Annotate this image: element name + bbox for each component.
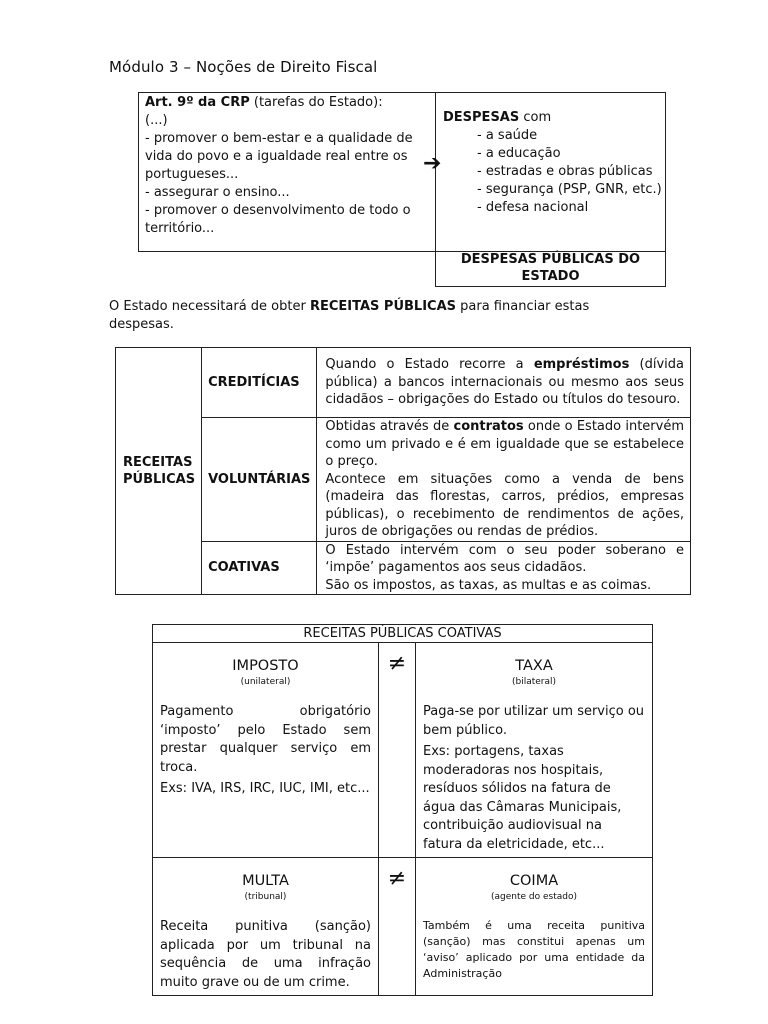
receitas-header: RECEITAS PÚBLICAS (116, 348, 202, 595)
despesas-publicas-label: DESPESAS PÚBLICAS DO ESTADO (435, 251, 666, 287)
table-row (116, 418, 691, 542)
page-title: Módulo 3 – Noções de Direito Fiscal (109, 58, 378, 76)
receitas-kind-coativas: COATIVAS (202, 541, 317, 595)
imposto-cell (153, 643, 379, 858)
taxa-text: Paga-se por utilizar um serviço ou bem público. (423, 704, 645, 738)
receitas-table (115, 347, 691, 595)
arrow-right-icon: ➔ (423, 151, 442, 176)
multa-text: Receita punitiva (sanção) aplicada por um tribunal na sequência de uma infração muito grave ou de um crime. (160, 919, 371, 990)
taxa-name: TAXA (515, 658, 553, 674)
despesas-item-0: - a saúde (477, 128, 538, 143)
art9-line-0: (...) (145, 113, 168, 128)
art9-panel (139, 93, 436, 251)
coima-sub: (agente do estado) (491, 892, 577, 902)
imposto-name: IMPOSTO (232, 658, 299, 674)
table-row (153, 858, 653, 996)
table-row (153, 625, 653, 643)
art9-heading-rest: (tarefas do Estado): (249, 95, 383, 110)
receitas-desc-voluntarias: Obtidas através de contratos onde o Estado intervém como um privado e é em igualdade que se estabelece o preço. Acontece em situações como a venda de bens (madeira das florestas, carros, prédios, empresas públicas), o recebimento de rendimentos de ações, juros de obrigações ou rendas de prédios. (317, 418, 691, 542)
imposto-examples: Exs: IVA, IRS, IRC, IUC, IMI, etc... (160, 781, 370, 796)
neq-cell (379, 643, 416, 858)
multa-sub: (tribunal) (244, 892, 287, 902)
art9-line-1: - promover o bem-estar e a qualidade de vida do povo e a igualdade real entre os portugueses... (145, 131, 413, 182)
coativas-header: RECEITAS PÚBLICAS COATIVAS (153, 625, 653, 643)
not-equal-icon: ≠ (387, 651, 407, 676)
multa-name: MULTA (242, 873, 289, 889)
coima-text: Também é uma receita punitiva (sanção) mas constitui apenas um ‘aviso’ aplicado por uma entidade da Administração (423, 919, 645, 980)
art9-line-3: - promover o desenvolvimento de todo o território... (145, 203, 411, 236)
despesas-item-3: - segurança (PSP, GNR, etc.) (477, 182, 662, 197)
neq-cell (379, 858, 416, 996)
not-equal-icon: ≠ (387, 866, 407, 891)
art9-despesas-box (138, 92, 666, 252)
imposto-sub: (unilateral) (240, 677, 291, 687)
coima-name: COIMA (509, 873, 559, 889)
despesas-item-2: - estradas e obras públicas (477, 164, 653, 179)
receitas-kind-voluntarias: VOLUNTÁRIAS (202, 418, 317, 542)
receitas-desc-crediticias: Quando o Estado recorre a empréstimos (dívida pública) a bancos internacionais ou mesmo aos seus cidadãos – obrigações do Estado ou títulos do tesouro. (317, 348, 691, 418)
despesas-panel (443, 109, 667, 217)
intro-paragraph: O Estado necessitará de obter RECEITAS PÚBLICAS para financiar estas despesas. (109, 299, 590, 332)
art9-line-2: - assegurar o ensino... (145, 185, 290, 200)
coativas-table (152, 624, 653, 996)
taxa-sub: (bilateral) (511, 677, 557, 687)
table-row (116, 541, 691, 595)
receitas-kind-crediticias: CREDITÍCIAS (202, 348, 317, 418)
multa-cell (153, 858, 379, 996)
despesas-heading-rest: com (519, 110, 552, 125)
receitas-desc-coativas: O Estado intervém com o seu poder soberano e ‘impõe’ pagamentos aos seus cidadãos. São os impostos, as taxas, as multas e as coimas. (317, 541, 691, 595)
despesas-item-1: - a educação (477, 146, 561, 161)
coima-cell (416, 858, 653, 996)
table-row (116, 348, 691, 418)
despesas-heading: DESPESAS (443, 110, 520, 125)
art9-heading: Art. 9º da CRP (145, 95, 250, 110)
despesas-item-4: - defesa nacional (477, 200, 589, 215)
taxa-examples: Exs: portagens, taxas moderadoras nos hospitais, resíduos sólidos na fatura de água das Câmaras Municipais, contribuição audiovisual na fatura da eletricidade, etc... (423, 744, 622, 852)
imposto-text: Pagamento obrigatório ‘imposto’ pelo Estado sem prestar qualquer serviço em troca. (160, 704, 371, 775)
table-row (153, 643, 653, 858)
taxa-cell (416, 643, 653, 858)
